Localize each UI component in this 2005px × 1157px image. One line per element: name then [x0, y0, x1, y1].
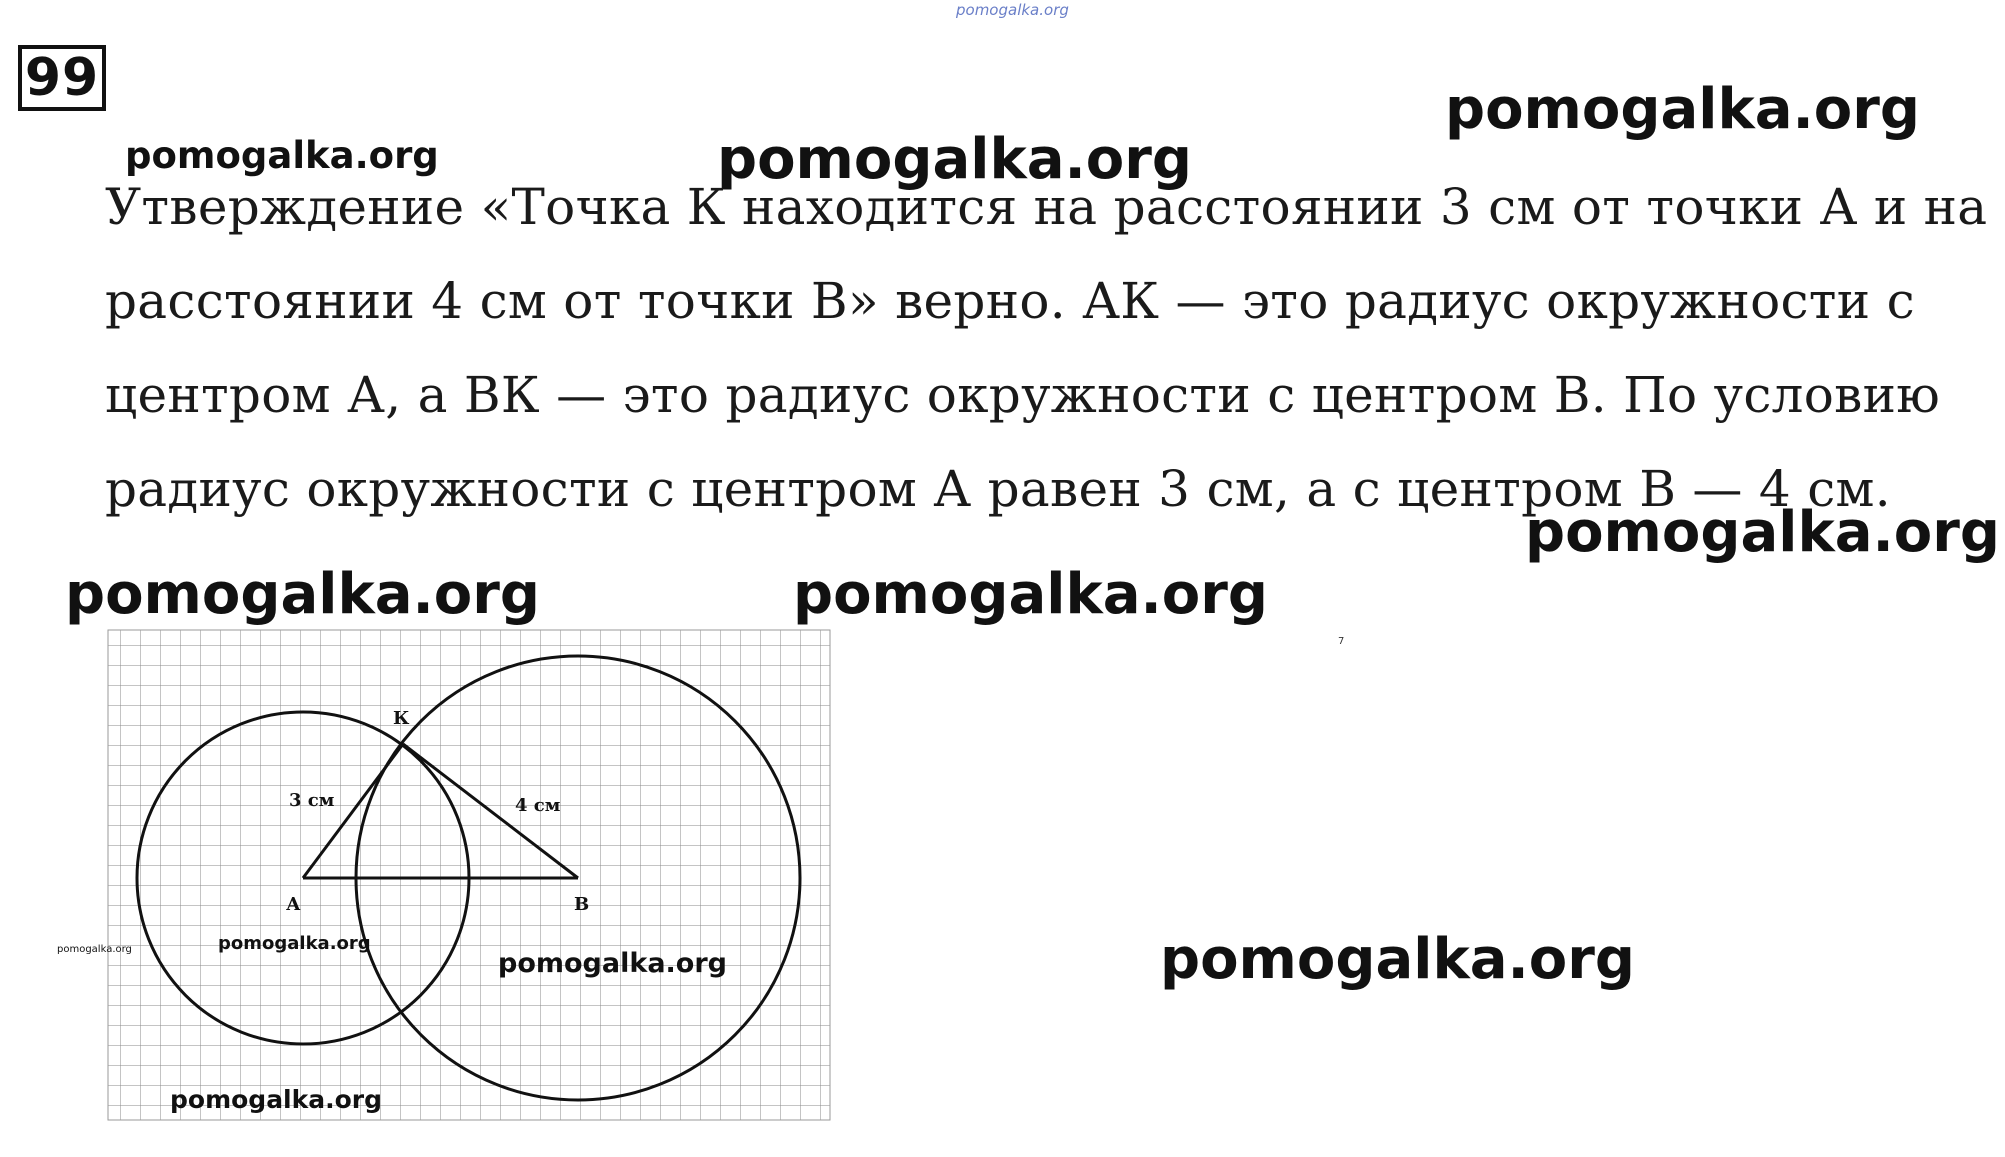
- watermark: pomogalka.org: [218, 933, 371, 954]
- watermark: pomogalka.org: [498, 948, 727, 979]
- solution-text: [105, 160, 1988, 536]
- label-b: В: [574, 894, 590, 915]
- geometry-figure: [100, 625, 840, 1125]
- watermark: pomogalka.org: [1525, 500, 2000, 565]
- text-line: радиус окружности с центром А равен 3 см, а с центром В — 4 см.: [105, 460, 1891, 518]
- label-a: А: [286, 894, 301, 915]
- label-ak: 3 см: [289, 790, 335, 811]
- text-line: центром А, а ВК — это радиус окружности с центром В. По условию: [105, 366, 1941, 424]
- watermark: pomogalka.org: [793, 562, 1268, 627]
- label-k: К: [393, 708, 410, 729]
- watermark: pomogalka.org: [170, 1085, 383, 1114]
- watermark: pomogalka.org: [1445, 77, 1920, 142]
- watermark: pomogalka.org: [65, 562, 540, 627]
- label-bk: 4 см: [515, 795, 561, 816]
- text-line: расстоянии 4 см от точки В» верно. АК — это радиус окружности с: [105, 272, 1915, 330]
- stray-mark: 7: [1338, 636, 1345, 647]
- watermark: pomogalka.org: [1160, 927, 1635, 992]
- text-line: Утверждение «Точка К находится на расстоянии 3 см от точки А и на: [105, 178, 1988, 236]
- watermark-top: pomogalka.org: [956, 1, 1069, 19]
- problem-number: 99: [18, 45, 106, 111]
- watermark: pomogalka.org: [57, 944, 132, 955]
- watermark: pomogalka.org: [717, 127, 1192, 192]
- watermark: pomogalka.org: [125, 134, 439, 177]
